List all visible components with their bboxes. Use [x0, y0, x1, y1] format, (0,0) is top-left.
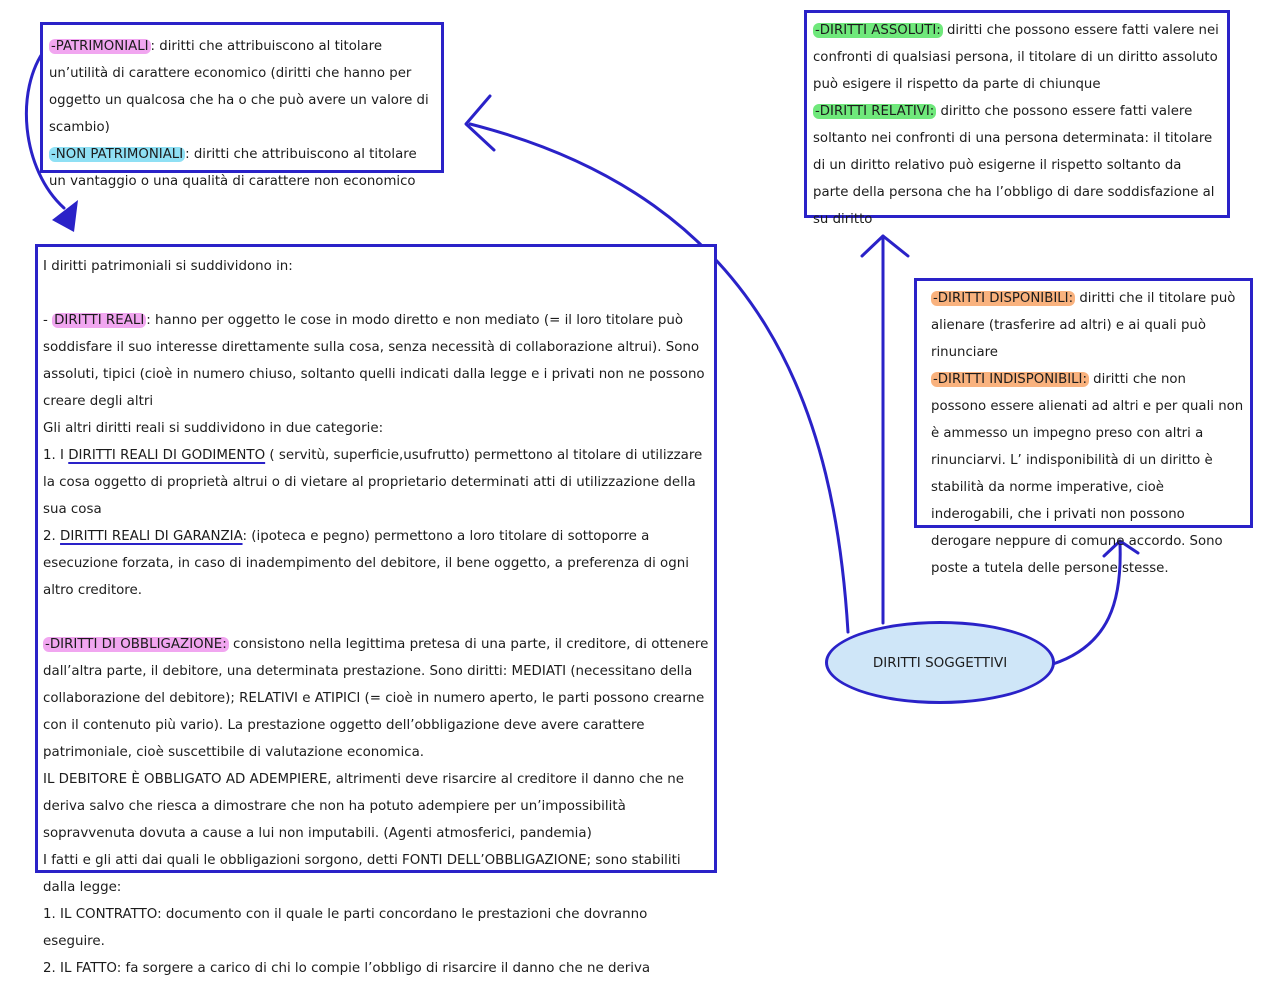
box-diritti-patrimoniali	[35, 244, 717, 976]
paragraph-fatto: 2. IL FATTO: fa sorgere a carico di chi lo compie l’obbligo di risarcire il danno che ne deriva	[43, 961, 651, 976]
def-patrimoniali: : diritti che attribuiscono al titolare un’utilità di carattere economico (diritti che hanno per oggetto un qualcosa che ha o che può avere un valore di scambio)	[49, 39, 429, 135]
term-non-patrimoniali: -NON PATRIMONIALI	[51, 147, 184, 162]
term-obbligazione: -DIRITTI DI OBBLIGAZIONE:	[45, 637, 227, 652]
garanzia-prefix: 2.	[43, 529, 61, 544]
paragraph-contratto: 1. IL CONTRATTO: documento con il quale le parti concordano le prestazioni che dovranno eseguire.	[43, 907, 648, 949]
paragraph-disponibili	[931, 285, 1244, 366]
paragraph-patrimoniali	[49, 33, 435, 141]
paragraph-assoluti	[813, 17, 1221, 98]
term-godimento: DIRITTI REALI DI GODIMENTO	[68, 448, 266, 463]
paragraph-altri-reali: Gli altri diritti reali si suddividono in due categorie:	[43, 421, 384, 436]
def-disponibili: diritti che il titolare può alienare (trasferire ad altri) e ai quali può rinunciare	[931, 291, 1236, 360]
arrowhead-assoluti	[862, 236, 908, 256]
term-disponibili: -DIRITTI DISPONIBILI:	[933, 291, 1074, 306]
godimento-prefix: 1. I	[43, 448, 69, 463]
def-relativi: diritto che possono essere fatti valere soltanto nei confronti di una persona determinata: il titolare di un diritto relativo può esigerne il rispetto soltanto da parte della persona che ha l’obbligo di dare soddisfazione al su diritto	[813, 104, 1215, 227]
reali-prefix: -	[43, 313, 53, 328]
paragraph-godimento	[43, 442, 710, 523]
paragraph-obbligazione	[43, 631, 710, 766]
spacer	[43, 604, 710, 631]
garanzia-text: : (ipoteca e pegno) permettono a loro titolare di sottoporre a esecuzione forzata, in caso di inadempimento del debitore, il bene oggetto, a preferenza di ogni altro creditore.	[43, 529, 689, 598]
paragraph-fonti: I fatti e gli atti dai quali le obbligazioni sorgono, detti FONTI DELL’OBBLIGAZIONE; sono stabiliti dalla legge:	[43, 853, 681, 895]
center-label: DIRITTI SOGGETTIVI	[872, 654, 1008, 671]
term-diritti-reali: DIRITTI REALI	[54, 313, 145, 328]
reali-text: : hanno per oggetto le cose in modo diretto e non mediato (= il loro titolare può soddisfare il suo interesse direttamente sulla cosa, senza necessità di collaborazione altrui). Sono assoluti, tipici (cioè in numero chiuso, soltanto quelli indicati dalla legge e i privati non ne possono creare degli altri	[43, 313, 705, 409]
def-assoluti: diritti che possono essere fatti valere nei confronti di qualsiasi persona, il titolare di un diritto assoluto può esigere il rispetto da parte di chiunque	[813, 23, 1219, 92]
center-node-diritti-soggettivi	[825, 621, 1055, 704]
term-indisponibili: -DIRITTI INDISPONIBILI:	[933, 372, 1087, 387]
spacer	[43, 280, 710, 307]
godimento-text: ( servitù, superficie,usufrutto) permettono al titolare di utilizzare la cosa oggetto di proprietà altrui o di vietare al proprietario determinati atti di utilizzazione della sua cosa	[43, 448, 703, 517]
box-disponibili	[914, 278, 1253, 576]
term-relativi: -DIRITTI RELATIVI:	[815, 104, 935, 119]
box-assoluti-relativi	[804, 10, 1230, 227]
paragraph-non-patrimoniali	[49, 141, 435, 195]
arrowhead-patrimoniali	[466, 96, 494, 150]
box-patrimoniali-types	[40, 22, 444, 189]
paragraph-diritti-reali	[43, 307, 710, 415]
term-assoluti: -DIRITTI ASSOLUTI:	[815, 23, 941, 38]
def-indisponibili: diritti che non possono essere alienati ad altri e per quali non è ammesso un impegno preso con altri a rinunciarvi. L’ indisponibilità di un diritto è stabilità da norme imperative, cioè inderogabili, che i privati non possono derogare neppure di comune accordo. Sono poste a tutela delle persone stesse.	[931, 372, 1244, 576]
term-garanzia: DIRITTI REALI DI GARANZIA	[60, 529, 243, 544]
arrowhead-main	[52, 200, 78, 232]
paragraph-indisponibili	[931, 366, 1244, 582]
main-intro: I diritti patrimoniali si suddividono in:	[43, 259, 293, 274]
paragraph-garanzia	[43, 523, 710, 604]
paragraph-relativi	[813, 98, 1221, 233]
paragraph-debitore: IL DEBITORE È OBBLIGATO AD ADEMPIERE, altrimenti deve risarcire al creditore il danno che ne deriva salvo che riesca a dimostrare che non ha potuto adempiere per un’impossibilità sopravvenuta dovuta a cause a lui non imputabili. (Agenti atmosferici, pandemia)	[43, 772, 685, 841]
term-patrimoniali: -PATRIMONIALI	[51, 39, 149, 54]
obbligazione-text: consistono nella legittima pretesa di una parte, il creditore, di ottenere dall’altra parte, il debitore, una determinata prestazione. Sono diritti: MEDIATI (necessitano della collaborazione del debitore); RELATIVI e ATIPICI (= cioè in numero aperto, le parti possono crearne con il contenuto più vario). La prestazione oggetto dell’obbligazione deve avere carattere patrimoniale, cioè suscettibile di valutazione economica.	[43, 637, 709, 760]
def-non-patrimoniali: : diritti che attribuiscono al titolare un vantaggio o una qualità di carattere non economico	[49, 147, 417, 189]
